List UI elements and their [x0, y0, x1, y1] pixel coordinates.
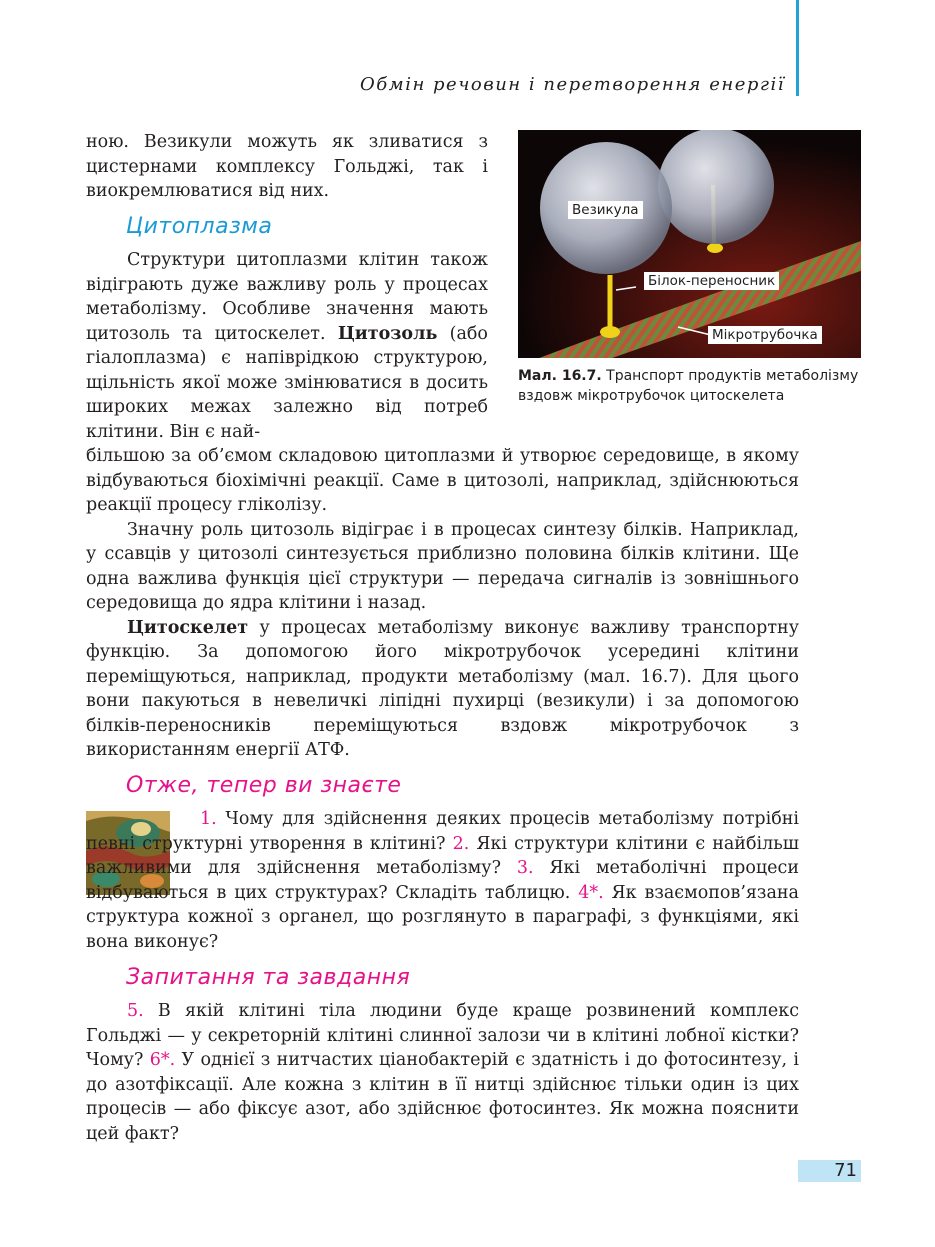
- term-cytoskeleton: Цитоскелет: [127, 617, 249, 638]
- cytosol-continuation: більшою за об’ємом складовою цитоплазми й утворює середовище, в якому відбуваються біохімічні реакції. Саме в цитозолі, наприклад, здійснюються реакції процесу гліколізу.: [86, 446, 799, 515]
- label-microtubule: Мікротрубочка: [708, 326, 822, 344]
- header-accent-bar: [796, 0, 799, 96]
- microtubule-illustration: [518, 130, 861, 358]
- caption-text: Транспорт продуктів метаболізму вздовж мікротрубочок цитоскелета: [518, 368, 859, 404]
- section-heading-questions-tasks: Запитання та завдання: [126, 965, 411, 990]
- label-carrier-protein: Білок-переносник: [644, 272, 779, 290]
- intro-paragraph: ною. Везикули можуть як зливатися з цистернами комплексу Гольджі, так і виокремлюватися від них.: [86, 132, 488, 201]
- page-number: 71: [798, 1160, 861, 1182]
- vesicle-2: [658, 130, 774, 244]
- figure-vesicle-transport: [518, 130, 861, 358]
- cytoplasm-text: Структури цитоплазми клітин також відіграють дуже важливу роль у процесах метаболізму. Особливе значення мають цитозоль та цитоскелет.: [86, 250, 488, 344]
- label-vesicle: Везикула: [568, 201, 643, 219]
- term-cytosol: Цитозоль: [337, 323, 438, 344]
- section-heading-cytoplasm: Цитоплазма: [126, 214, 273, 239]
- cytosol-paragraph-2: Значну роль цитозоль відіграє і в процесах синтезу білків. Наприклад, у ссавців у цитозолі синтезується приблизно половина білків клітини. Ще одна важлива функція цієї структури — передача сигналів із зовнішнього середовища до ядра клітини і назад.: [86, 519, 799, 613]
- figure-caption: [518, 366, 868, 406]
- cytosol-text: (або гіалоплазма) є напіврідкою структурою, щільність якої може змінюватися в досить широких межах залежно від потреб клітини. Він є най-: [86, 323, 488, 442]
- caption-number: Мал. 16.7.: [518, 368, 602, 384]
- running-header: Обмін речовин і перетворення енергії: [360, 74, 785, 95]
- cytoskeleton-paragraph: Цитоскелет у процесах метаболізму виконує важливу транспортну функцію. За допомогою його мікротрубочок усередині клітини переміщуються, наприклад, продукти метаболізму (мал. 16.7). Для цього вони пакуються в невеличкі ліпідні пухирці (везикули) і за допомогою білків-переносників переміщуються вздовж мікротрубочок з використанням енергії АТФ.: [86, 617, 799, 760]
- cytoplasm-body: [86, 444, 799, 763]
- summary-questions: 1. Чому для здійснення деяких процесів метаболізму потрібні певні структурні утворення в клітині? 2. Які структури клітини є найбільш важливими для здійснення метаболізму? 3. Які метаболічні процеси відбуваються в цих структурах? Складіть таблицю. 4*. Як взаємопов’язана структура кожної з органел, що розглянуто в параграфі, з функціями, які вона виконує?: [86, 809, 799, 952]
- tasks-paragraph: 5. В якій клітині тіла людини буде краще розвинений комплекс Гольджі — у секреторній клітині слинної залози чи в клітині лобної кістки? Чому? 6*. У однієї з нитчастих ціанобактерій є здатність і до фотосинтезу, і до азотфіксації. Але кожна з клітин в її нитці здійснює тільки один із цих процесів — або фіксує азот, або здійснює фотосинтез. Як можна пояснити цей факт?: [86, 1001, 799, 1144]
- cytoplasm-paragraph-1: [86, 248, 488, 444]
- section-heading-now-you-know: Отже, тепер ви знаєте: [126, 773, 402, 798]
